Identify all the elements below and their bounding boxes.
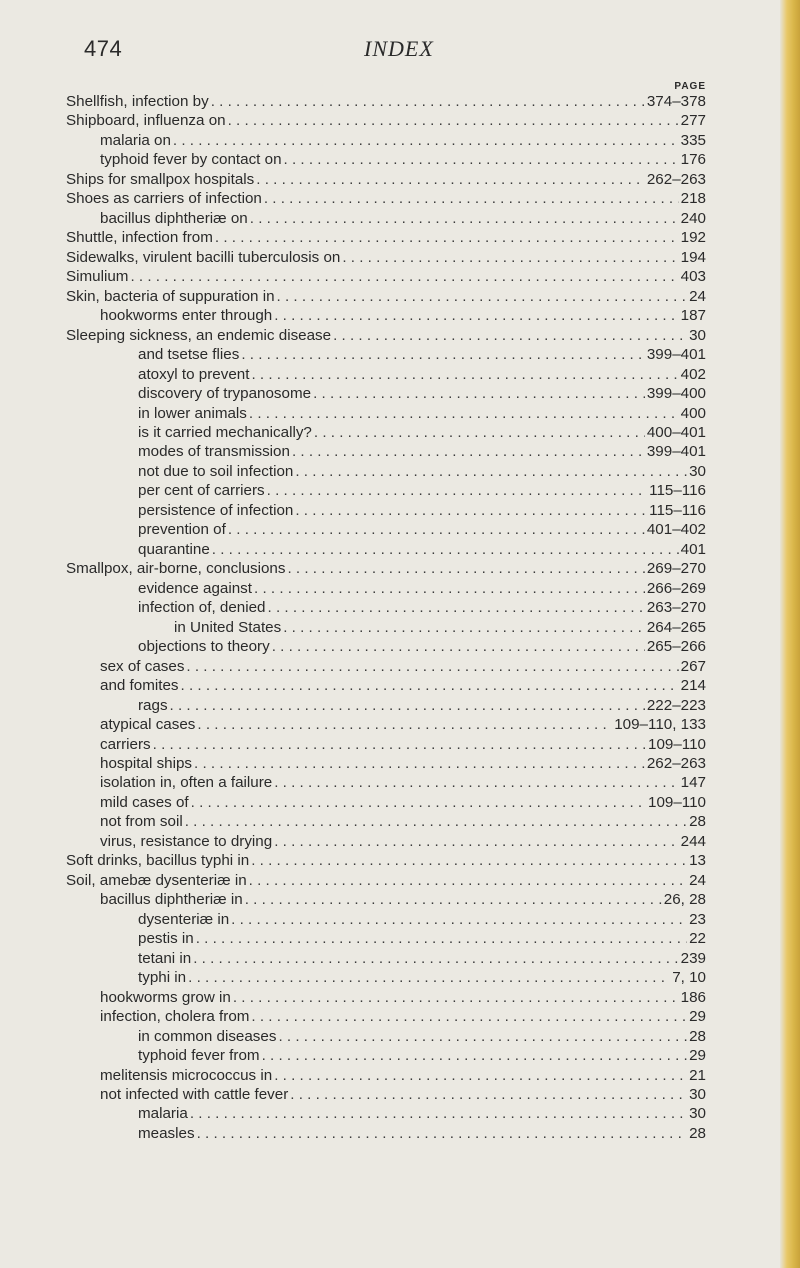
dot-leader — [267, 482, 648, 499]
entry-text: not infected with cattle fever — [100, 1085, 289, 1103]
dot-leader — [277, 288, 688, 305]
entry-pages: 240 — [680, 209, 706, 227]
entry-pages: 239 — [680, 949, 706, 967]
index-entry — [100, 755, 706, 772]
entry-text: infection of, denied — [138, 599, 266, 617]
dot-leader — [181, 677, 679, 694]
entry-pages: 187 — [680, 307, 706, 325]
index-entry — [100, 813, 706, 830]
index-entry — [100, 1086, 706, 1103]
entry-pages: 263–270 — [646, 599, 706, 617]
entry-text: Soil, amebæ dysenteriæ in — [66, 871, 247, 889]
entry-text: bacillus diphtheriæ on — [100, 209, 248, 227]
index-entry — [100, 132, 706, 149]
dot-leader — [191, 794, 646, 811]
entry-text: Sidewalks, virulent bacilli tuberculosis on — [66, 248, 341, 266]
entry-text: sex of cases — [100, 657, 185, 675]
dot-leader — [130, 268, 678, 285]
entry-text: is it carried mechanically? — [138, 423, 312, 441]
entry-text: mild cases of — [100, 793, 189, 811]
dot-leader — [197, 716, 612, 733]
entry-pages: 21 — [689, 1066, 706, 1084]
entry-pages: 335 — [680, 131, 706, 149]
index-entry — [66, 288, 706, 305]
index-entry — [174, 619, 706, 636]
entry-pages: 400 — [680, 404, 706, 422]
entry-text: Skin, bacteria of suppuration in — [66, 287, 275, 305]
entry-text: Shuttle, infection from — [66, 229, 213, 247]
index-entry — [138, 969, 706, 986]
index-entry — [66, 872, 706, 889]
index-entry — [138, 541, 706, 558]
entry-text: hookworms enter through — [100, 307, 273, 325]
entry-text: in United States — [174, 618, 282, 636]
dot-leader — [228, 112, 679, 129]
index-entry — [66, 190, 706, 207]
entry-pages: 222–223 — [646, 696, 706, 714]
dot-leader — [215, 229, 679, 246]
index-entry — [66, 112, 706, 129]
dot-leader — [241, 346, 645, 363]
entry-text: malaria on — [100, 131, 171, 149]
index-entry — [100, 794, 706, 811]
entry-text: not from soil — [100, 813, 183, 831]
entry-text: measles — [138, 1124, 195, 1142]
dot-leader — [284, 151, 679, 168]
page-binding-edge — [780, 0, 800, 1268]
entry-text: and fomites — [100, 677, 179, 695]
entry-text: discovery of trypanosome — [138, 385, 312, 403]
dot-leader — [251, 1008, 687, 1025]
dot-leader — [186, 658, 678, 675]
dot-leader — [274, 1067, 687, 1084]
dot-leader — [268, 599, 645, 616]
index-entry — [138, 580, 706, 597]
entry-text: hospital ships — [100, 754, 193, 772]
entry-pages: 374–378 — [646, 93, 706, 110]
dot-leader — [283, 619, 645, 636]
dot-leader — [274, 833, 678, 850]
dot-leader — [228, 521, 645, 538]
index-entry — [100, 891, 706, 908]
index-entry — [66, 229, 706, 246]
entry-text: evidence against — [138, 579, 252, 597]
index-entry — [100, 658, 706, 675]
entry-text: Soft drinks, bacillus typhi in — [66, 852, 250, 870]
dot-leader — [295, 463, 687, 480]
entry-text: pestis in — [138, 930, 194, 948]
entry-pages: 264–265 — [646, 618, 706, 636]
dot-leader — [295, 502, 647, 519]
entry-pages: 176 — [680, 151, 706, 169]
entry-pages: 214 — [680, 677, 706, 695]
entry-text: tetani in — [138, 949, 192, 967]
entry-pages: 266–269 — [646, 579, 706, 597]
index-entry — [138, 385, 706, 402]
entry-pages: 403 — [680, 268, 706, 286]
dot-leader — [274, 774, 678, 791]
index-entry — [100, 716, 706, 733]
entry-pages: 267 — [680, 657, 706, 675]
entry-text: isolation in, often a failure — [100, 774, 273, 792]
entry-text: typhoid fever by contact on — [100, 151, 282, 169]
entry-text: melitensis micrococcus in — [100, 1066, 273, 1084]
index-entry — [138, 405, 706, 422]
entry-text: and tsetse flies — [138, 346, 240, 364]
index-entry — [66, 327, 706, 344]
entry-pages: 277 — [680, 112, 706, 130]
dot-leader — [254, 580, 645, 597]
index-entry — [66, 560, 706, 577]
entry-text: Ships for smallpox hospitals — [66, 170, 255, 188]
entry-pages: 147 — [680, 774, 706, 792]
entry-text: in common diseases — [138, 1027, 277, 1045]
entry-pages: 401–402 — [646, 521, 706, 539]
entry-pages: 265–266 — [646, 638, 706, 656]
page-header — [84, 36, 684, 66]
dot-leader — [292, 443, 645, 460]
entry-text: persistence of infection — [138, 501, 294, 519]
entry-text: Shellfish, infection by — [66, 93, 209, 110]
index-entry — [138, 930, 706, 947]
entry-pages: 401 — [680, 540, 706, 558]
index-entry — [100, 1008, 706, 1025]
entry-text: bacillus diphtheriæ in — [100, 891, 243, 909]
dot-leader — [251, 366, 678, 383]
dot-leader — [313, 385, 645, 402]
dot-leader — [194, 755, 645, 772]
index-entry — [138, 599, 706, 616]
dot-leader — [185, 813, 687, 830]
index-entry — [138, 443, 706, 460]
index-entry — [138, 1028, 706, 1045]
entry-text: prevention of — [138, 521, 226, 539]
entry-text: modes of transmission — [138, 443, 290, 461]
entry-text: hookworms grow in — [100, 988, 231, 1006]
dot-leader — [274, 307, 678, 324]
dot-leader — [287, 560, 644, 577]
dot-leader — [249, 872, 687, 889]
index-entry — [100, 151, 706, 168]
entry-pages: 29 — [689, 1008, 706, 1026]
entry-pages: 186 — [680, 988, 706, 1006]
entry-pages: 28 — [689, 1027, 706, 1045]
entry-pages: 262–263 — [646, 170, 706, 188]
entry-pages: 30 — [689, 1085, 706, 1103]
entry-text: typhoid fever from — [138, 1047, 260, 1065]
index-entry — [138, 1047, 706, 1064]
entry-pages: 24 — [689, 871, 706, 889]
index-entry — [138, 521, 706, 538]
dot-leader — [333, 327, 687, 344]
dot-leader — [233, 989, 679, 1006]
entry-pages: 109–110 — [648, 735, 706, 753]
entry-pages: 400–401 — [646, 423, 706, 441]
entry-text: objections to theory — [138, 638, 270, 656]
entry-text: carriers — [100, 735, 151, 753]
entry-text: quarantine — [138, 540, 210, 558]
entry-pages: 218 — [680, 190, 706, 208]
index-entry — [138, 697, 706, 714]
entry-pages: 30 — [689, 326, 706, 344]
entry-text: Shipboard, influenza on — [66, 112, 226, 130]
entry-pages: 13 — [689, 852, 706, 870]
dot-leader — [278, 1028, 687, 1045]
dot-leader — [250, 210, 679, 227]
entry-pages: 399–401 — [646, 346, 706, 364]
dot-leader — [211, 93, 645, 110]
entry-pages: 7, 10 — [672, 969, 706, 987]
entry-text: Sleeping sickness, an endemic disease — [66, 326, 332, 344]
dot-leader — [231, 911, 687, 928]
index-entry — [100, 210, 706, 227]
dot-leader — [173, 132, 679, 149]
entry-text: infection, cholera from — [100, 1008, 250, 1026]
index-entry — [100, 736, 706, 753]
entry-pages: 24 — [689, 287, 706, 305]
entry-pages: 29 — [689, 1047, 706, 1065]
dot-leader — [249, 405, 679, 422]
index-entry — [138, 366, 706, 383]
dot-leader — [256, 171, 645, 188]
entry-text: typhi in — [138, 969, 187, 987]
entry-text: dysenteriæ in — [138, 910, 230, 928]
entry-pages: 192 — [680, 229, 706, 247]
entry-pages: 194 — [680, 248, 706, 266]
index-entry — [138, 950, 706, 967]
entry-pages: 28 — [689, 1124, 706, 1142]
entry-text: rags — [138, 696, 168, 714]
dot-leader — [262, 1047, 688, 1064]
dot-leader — [197, 1125, 688, 1142]
dot-leader — [272, 638, 645, 655]
index-entry — [138, 502, 706, 519]
dot-leader — [193, 950, 678, 967]
index-entry — [138, 1105, 706, 1122]
entry-pages: 402 — [680, 365, 706, 383]
entry-text: atypical cases — [100, 716, 196, 734]
entry-pages: 115–116 — [649, 482, 706, 500]
entry-text: virus, resistance to drying — [100, 832, 273, 850]
entry-text: atoxyl to prevent — [138, 365, 250, 383]
entry-pages: 23 — [689, 910, 706, 928]
entry-text: not due to soil infection — [138, 462, 294, 480]
dot-leader — [153, 736, 646, 753]
index-entry — [100, 833, 706, 850]
dot-leader — [264, 190, 679, 207]
entry-pages: 244 — [680, 832, 706, 850]
index-entry — [100, 1067, 706, 1084]
index-entry — [66, 249, 706, 266]
entry-pages: 22 — [689, 930, 706, 948]
entry-pages: 399–400 — [646, 385, 706, 403]
index-entry — [100, 677, 706, 694]
index-entry — [100, 774, 706, 791]
entry-pages: 399–401 — [646, 443, 706, 461]
entry-pages: 30 — [689, 462, 706, 480]
entry-pages: 26, 28 — [663, 891, 706, 909]
index-entry — [66, 852, 706, 869]
index-entry — [138, 911, 706, 928]
entry-text: malaria — [138, 1105, 188, 1123]
dot-leader — [212, 541, 679, 558]
entry-pages: 109–110 — [648, 793, 706, 811]
entry-text: Shoes as carriers of infection — [66, 190, 262, 208]
dot-leader — [251, 852, 687, 869]
entry-pages: 30 — [689, 1105, 706, 1123]
page-column-label: PAGE — [674, 81, 706, 92]
index-entry — [66, 171, 706, 188]
entry-pages: 269–270 — [646, 560, 706, 578]
dot-leader — [245, 891, 662, 908]
index-entry — [138, 424, 706, 441]
entry-pages: 28 — [689, 813, 706, 831]
index-entry — [100, 307, 706, 324]
dot-leader — [170, 697, 645, 714]
running-head: INDEX — [364, 36, 434, 61]
page-number: 474 — [84, 36, 123, 61]
entry-text: per cent of carriers — [138, 482, 265, 500]
index-entry — [100, 989, 706, 1006]
index-entry — [138, 346, 706, 363]
entry-pages: 262–263 — [646, 754, 706, 772]
index-entry — [138, 638, 706, 655]
entry-pages: 115–116 — [649, 501, 706, 519]
dot-leader — [188, 969, 670, 986]
index-entry — [66, 268, 706, 285]
entry-text: Smallpox, air-borne, conclusions — [66, 560, 286, 578]
entry-text: Simulium — [66, 268, 129, 286]
index-entry — [66, 93, 706, 110]
dot-leader — [314, 424, 645, 441]
entry-pages: 109–110, 133 — [614, 716, 706, 734]
index-entry — [138, 463, 706, 480]
index-entry — [138, 1125, 706, 1142]
dot-leader — [342, 249, 678, 266]
dot-leader — [190, 1105, 687, 1122]
dot-leader — [290, 1086, 687, 1103]
dot-leader — [196, 930, 687, 947]
entry-text: in lower animals — [138, 404, 247, 422]
index-entry — [138, 482, 706, 499]
